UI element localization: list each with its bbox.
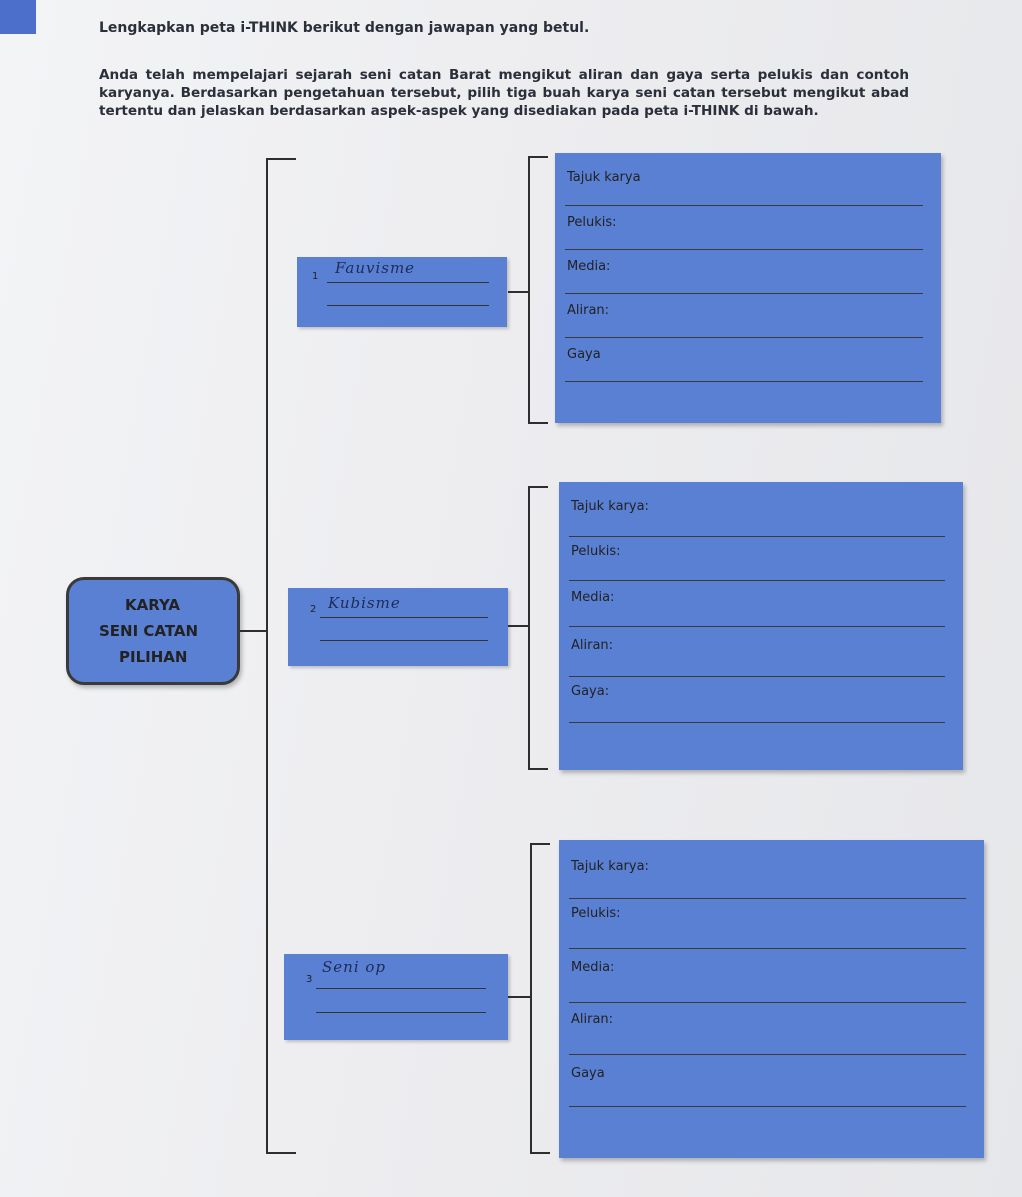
field-media: Media:	[571, 960, 615, 975]
answer-line	[316, 988, 486, 989]
selection-number: 1	[312, 271, 319, 282]
right-bracket-3-top	[530, 843, 550, 845]
main-topic-line-1: KARYA	[125, 596, 180, 614]
selection-answer[interactable]: Kubisme	[328, 594, 401, 612]
field-gaya: Gaya:	[571, 684, 610, 699]
connector-3	[508, 996, 530, 998]
field-pelukis: Pelukis:	[571, 544, 621, 559]
answer-line[interactable]	[565, 205, 923, 206]
answer-line[interactable]	[569, 580, 945, 581]
corner-marker	[0, 0, 36, 34]
answer-line	[320, 640, 488, 641]
field-pelukis: Pelukis:	[571, 906, 621, 921]
answer-line[interactable]	[565, 293, 923, 294]
answer-line[interactable]	[565, 381, 923, 382]
selection-box-1	[297, 257, 507, 327]
connector-2	[508, 625, 530, 627]
left-bracket-bottom	[266, 1152, 296, 1154]
field-tajuk-karya: Tajuk karya:	[571, 499, 649, 514]
selection-number: 2	[310, 604, 317, 615]
detail-box-3	[559, 840, 984, 1158]
right-bracket-1-bottom	[528, 422, 548, 424]
field-gaya: Gaya	[571, 1066, 605, 1081]
detail-box-1	[555, 153, 941, 423]
selection-answer[interactable]: Fauvisme	[335, 259, 416, 277]
field-pelukis: Pelukis:	[567, 215, 617, 230]
answer-line[interactable]	[569, 536, 945, 537]
right-bracket-3-vertical	[530, 844, 532, 1154]
right-bracket-2-bottom	[528, 768, 548, 770]
question-paragraph: Anda telah mempelajari sejarah seni catan Barat mengikut aliran dan gaya serta pelukis dan contoh karyanya. Berdasarkan pengetahuan tersebut, pilih tiga buah karya seni catan tersebut mengikut abad tertentu dan jelaskan berdasarkan aspek-aspek yang disediakan pada peta i-THINK di bawah.	[99, 67, 909, 119]
field-tajuk-karya: Tajuk karya:	[571, 859, 649, 874]
field-media: Media:	[571, 590, 615, 605]
answer-line[interactable]	[569, 676, 945, 677]
main-topic-box	[66, 577, 240, 685]
main-topic-line-2: SENI CATAN	[99, 622, 199, 640]
connector-1	[508, 291, 530, 293]
selection-box-2	[288, 588, 508, 666]
right-bracket-3-bottom	[530, 1152, 550, 1154]
answer-line	[320, 617, 488, 618]
selection-number: 3	[306, 974, 313, 985]
answer-line[interactable]	[569, 1106, 966, 1107]
answer-line	[327, 282, 489, 283]
right-bracket-1-vertical	[528, 157, 530, 424]
instruction-text: Lengkapkan peta i-THINK berikut dengan jawapan yang betul.	[99, 20, 590, 36]
answer-line[interactable]	[569, 1054, 966, 1055]
field-aliran: Aliran:	[571, 1012, 614, 1027]
answer-line[interactable]	[565, 337, 923, 338]
field-aliran: Aliran:	[567, 303, 610, 318]
answer-line[interactable]	[565, 249, 923, 250]
field-aliran: Aliran:	[571, 638, 614, 653]
answer-line[interactable]	[569, 626, 945, 627]
field-gaya: Gaya	[567, 347, 601, 362]
answer-line[interactable]	[569, 1002, 966, 1003]
right-bracket-2-vertical	[528, 487, 530, 770]
answer-line[interactable]	[569, 898, 966, 899]
connector-main-to-bracket	[240, 630, 268, 632]
field-media: Media:	[567, 259, 611, 274]
answer-line	[316, 1012, 486, 1013]
selection-answer[interactable]: Seni op	[322, 958, 387, 976]
answer-line[interactable]	[569, 948, 966, 949]
field-tajuk-karya: Tajuk karya	[567, 170, 641, 185]
selection-box-3	[284, 954, 508, 1040]
answer-line[interactable]	[569, 722, 945, 723]
main-topic-line-3: PILIHAN	[119, 648, 188, 666]
left-bracket-vertical	[266, 160, 268, 1154]
answer-line	[327, 305, 489, 306]
detail-box-2	[559, 482, 963, 770]
right-bracket-2-top	[528, 486, 548, 488]
left-bracket-top	[266, 158, 296, 160]
right-bracket-1-top	[528, 156, 548, 158]
